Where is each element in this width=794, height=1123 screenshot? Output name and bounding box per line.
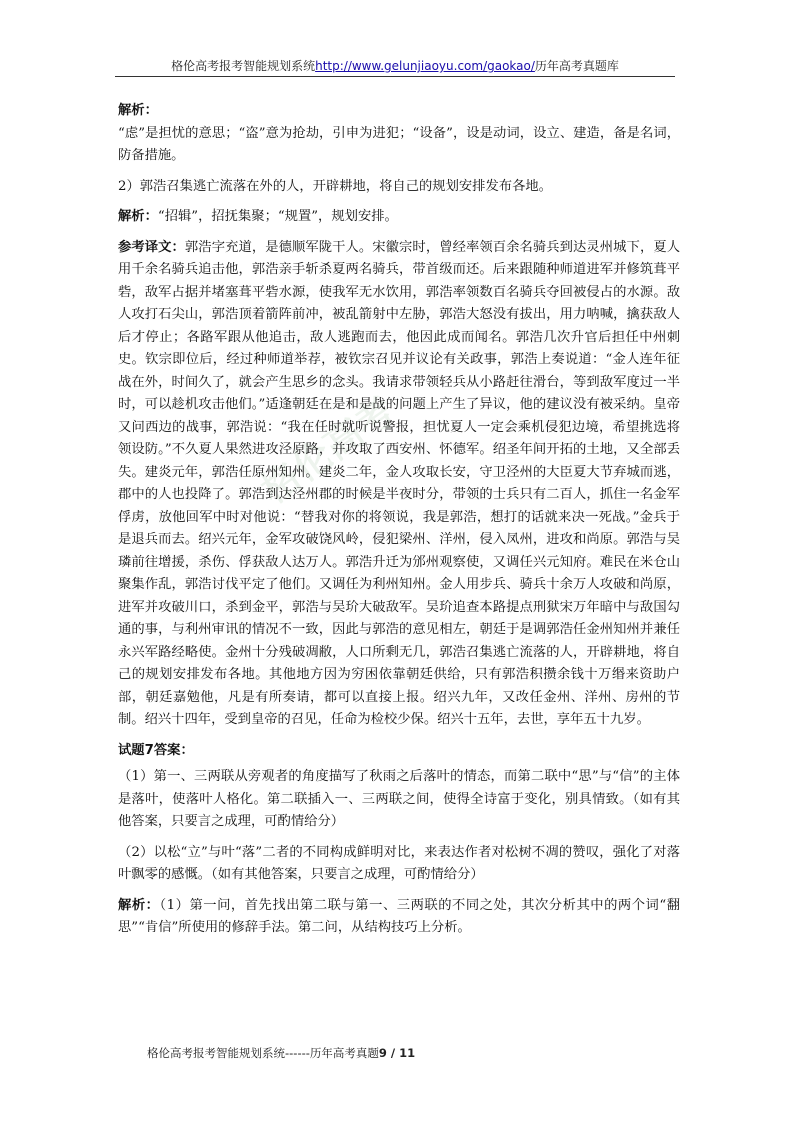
page-footer (147, 1045, 547, 1061)
section-label: 解析： (118, 209, 158, 224)
paragraph (118, 766, 680, 834)
paragraph (118, 895, 680, 940)
paragraph (118, 842, 680, 887)
paragraph-text: “招辑”，招抚集聚；“规置”，规划安排。 (157, 209, 398, 224)
section-label: 参考译文： (118, 239, 185, 255)
paragraph (118, 740, 680, 763)
footer-text: 格伦高考报考智能规划系统------历年高考真题 (147, 1046, 379, 1060)
paragraph-text: 2）郭浩召集逃亡流落在外的人，开辟耕地，将自己的规划安排发布各地。 (118, 178, 552, 194)
header-link[interactable]: http://www.gelunjiaoyu.com/gaokao/ (315, 59, 535, 73)
paragraph-text: “虑”是担忧的意思；“盗”意为抢劫，引申为进犯；“设备”，设是动词，设立、建造，备是名词，防备措施。 (118, 125, 680, 163)
header-rule (115, 76, 675, 77)
paragraph (118, 100, 680, 123)
section-label: 解析： (118, 103, 158, 118)
paragraph-text: 郭浩字充道，是德顺军陇干人。宋徽宗时，曾经率领百余名骑兵到达灵州城下，夏人用千余名骑兵追击他，郭浩亲手斩杀夏两名骑兵，带首级而还。后来跟随种师道进军并修筑葺平砦，敌军占据并堵塞葺平砦水源，使我军无水饮用，郭浩率领数百名骑兵夺回被侵占的水源。敌人攻打石尖山，郭浩顶着箭阵前冲，被乱箭射中左胁，郭浩大怒没有拔出，用力呐喊，擒获敌人后才停止；各路军跟从他追击，敌人逃跑而去，他因此成而闻名。郭浩几次升官后担任中州刺史。钦宗即位后，经过种师道举荐，被钦宗召见并议论有关政事，郭浩上奏说道：“金人连年征战在外，时间久了，就会产生思乡的念头。我请求带领轻兵从小路赶往滑台，等到敌军度过一半时，可以趁机攻击他们。”适逢朝廷在是和是战的问题上产生了异议，他的建议没有被采纳。皇帝又问西边的战事，郭浩说：“我在任时就听说警报，担忧夏人一定会乘机侵犯边境，希望挑选将领设防。”不久夏人果然进攻泾原路，并攻取了西安州、怀德军。绍圣年间开拓的土地，又全部丢失。建炎元年，郭浩任原州知州。建炎二年，金人攻取长安，守卫泾州的大臣夏大节弃城而逃，郡中的人也投降了。郭浩到达泾州郡的时候是半夜时分，带领的士兵只有二百人，抓住一名金军俘虏，放他回军中时对他说：“替我对你的将领说，我是郭浩，想打的话就来决一死战。”金兵于是退兵而去。绍兴元年，金军攻破饶风岭，侵犯梁州、洋州，侵入凤州，进攻和尚原。郭浩与吴璘前往增援，杀伤、俘获敌人达万人。郭浩升迁为邠州观察使，又调任兴元知府。难民在米仓山聚集作乱，郭浩讨伐平定了他们。又调任为利州知州。金人用步兵、骑兵十余万人攻破和尚原，进军并攻破川口，杀到金平，郭浩与吴玠大破敌军。吴玠追查本路提点刑狱宋万年暗中与敌国勾通的事，与利州审讯的情况不一致，因此与郭浩的意见相左，朝廷于是调郭浩任金州知州并兼任永兴军路经略使。金州十分残破凋敝，人口所剩无几，郭浩召集逃亡流落的人，开辟耕地，将自己的规划安排发布各地。其他地方因为穷困依靠朝廷供给，只有郭浩积攒余钱十万缗来资助户部，朝廷嘉勉他，凡是有所奏请，都可以直接上报。绍兴九年，又改任金州、洋州、房州的节制。绍兴十四年，受到皇帝的召见，任命为检校少保。绍兴十五年，去世，享年五十九岁。 (118, 239, 681, 727)
document-body (118, 100, 680, 948)
paragraph (118, 237, 680, 732)
paragraph-text: （2）以松“立”与叶“落”二者的不同构成鲜明对比，来表达作者对松树不凋的赞叹，强化了对落叶飘零的感慨。（如有其他答案，只要言之成理，可酌情给分） (118, 844, 680, 882)
paragraph-text: （1）第一、三两联从旁观者的角度描写了秋雨之后落叶的情态，而第二联中“思”与“信”的主体是落叶，使落叶人格化。第二联插入一、三两联之间，使得全诗富于变化，别具情致。（如有其他答案，只要言之成理，可酌情给分） (118, 769, 680, 829)
paragraph-text: （1）第一问，首先找出第二联与第一、三两联的不同之处，其次分析其中的两个词“翻思”“肯信”所使用的修辞手法。第二问，从结构技巧上分析。 (118, 897, 681, 935)
section-label: 解析： (118, 897, 160, 913)
paragraph (118, 123, 680, 168)
watermark: 格伦高考 (253, 388, 403, 512)
header-suffix: 历年高考真题库 (534, 59, 619, 73)
page-number: 9 / 11 (378, 1046, 416, 1060)
paragraph (118, 176, 680, 199)
section-label: 试题7答案： (118, 742, 194, 758)
header-prefix: 格伦高考报考智能规划系统 (171, 59, 316, 73)
page-header (115, 57, 675, 74)
paragraph (118, 206, 680, 229)
